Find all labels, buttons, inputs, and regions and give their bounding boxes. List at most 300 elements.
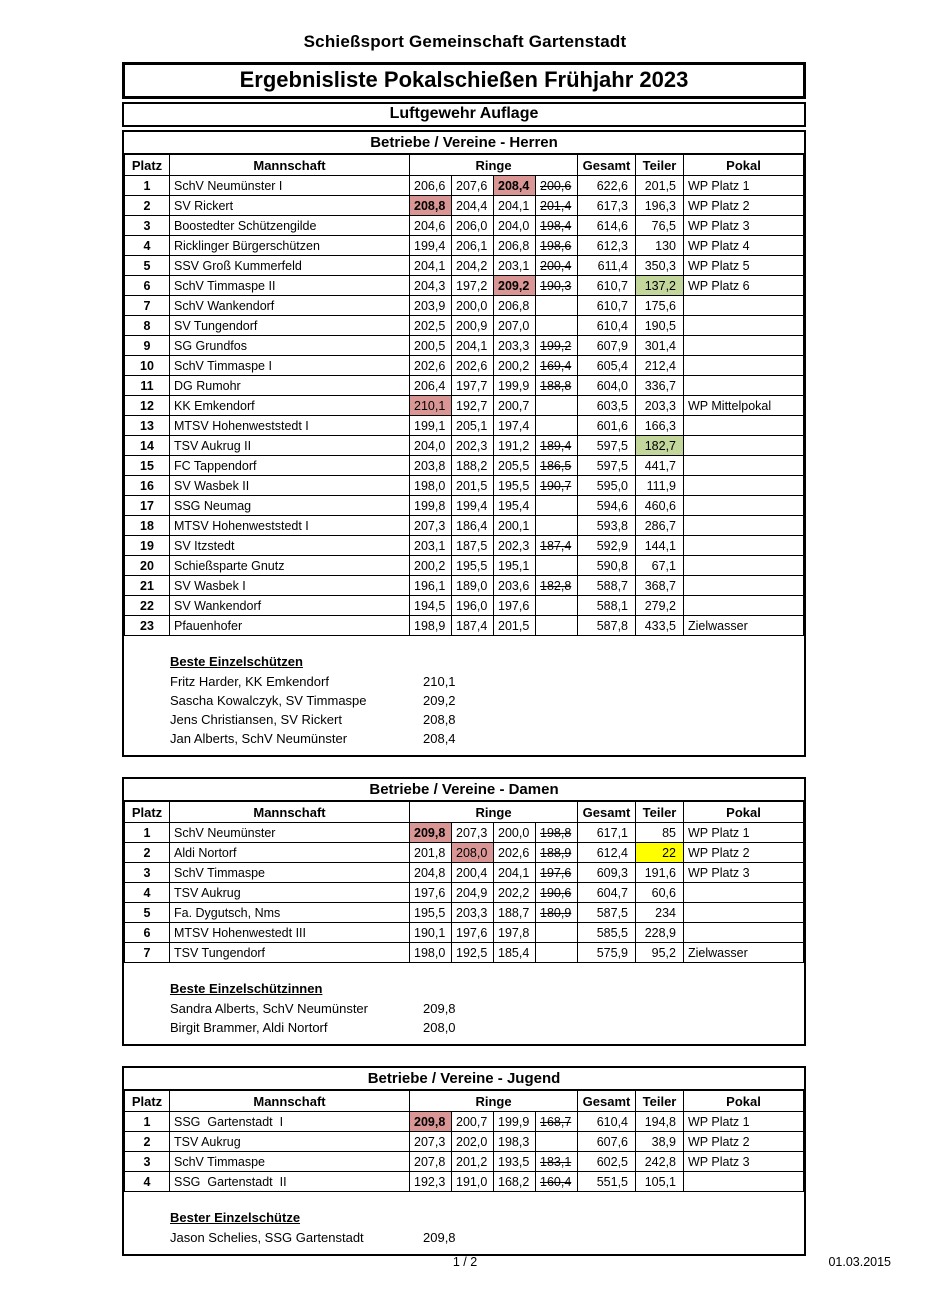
pokal-cell — [684, 436, 804, 456]
section-header-title: Betriebe / Vereine - Herren — [125, 132, 804, 154]
best-shooter-score: 210,1 — [423, 674, 456, 689]
ringe-cell: 204,9 — [452, 883, 494, 903]
teiler-cell: 194,8 — [636, 1112, 684, 1132]
table-row — [125, 823, 804, 843]
ringe-cell: 198,0 — [410, 943, 452, 963]
gesamt-cell: 602,5 — [578, 1152, 636, 1172]
best-shooters-title: Beste Einzelschützinnen — [170, 981, 323, 996]
ringe-cell: 200,5 — [410, 336, 452, 356]
teiler-cell: 196,3 — [636, 196, 684, 216]
table-row — [125, 536, 804, 556]
ringe-cell: 195,5 — [410, 903, 452, 923]
pokal-cell — [684, 496, 804, 516]
column-header-row — [125, 154, 804, 176]
ringe-cell: 201,8 — [410, 843, 452, 863]
teiler-cell: 22 — [636, 843, 684, 863]
section-header-row — [125, 1068, 804, 1090]
ringe-cell: 209,8 — [410, 823, 452, 843]
ringe-cell — [536, 416, 578, 436]
gesamt-cell: 587,5 — [578, 903, 636, 923]
col-header-teiler: Teiler — [636, 1090, 684, 1112]
pokal-cell — [684, 416, 804, 436]
mannschaft-cell: MTSV Hohenwestedt III — [170, 923, 410, 943]
ringe-cell: 196,0 — [452, 596, 494, 616]
gesamt-cell: 588,1 — [578, 596, 636, 616]
table-row — [125, 1112, 804, 1132]
gesamt-cell: 605,4 — [578, 356, 636, 376]
ringe-cell: 201,2 — [452, 1152, 494, 1172]
section-header-title: Betriebe / Vereine - Damen — [125, 779, 804, 801]
section-header-title: Betriebe / Vereine - Jugend — [125, 1068, 804, 1090]
table-row — [125, 576, 804, 596]
ringe-cell: 207,3 — [410, 1132, 452, 1152]
teiler-cell: 38,9 — [636, 1132, 684, 1152]
ringe-cell: 199,4 — [410, 236, 452, 256]
ringe-cell: 195,5 — [452, 556, 494, 576]
platz-cell: 2 — [125, 1132, 170, 1152]
platz-cell: 20 — [125, 556, 170, 576]
ringe-cell: 207,0 — [494, 316, 536, 336]
best-shooters-title: Bester Einzelschütze — [170, 1210, 301, 1225]
ringe-cell: 206,4 — [410, 376, 452, 396]
ringe-cell: 200,2 — [410, 556, 452, 576]
gesamt-cell: 612,4 — [578, 843, 636, 863]
ringe-cell: 200,4 — [452, 863, 494, 883]
ringe-cell: 199,9 — [494, 376, 536, 396]
best-shooters-herren — [170, 652, 804, 748]
mannschaft-cell: SchV Wankendorf — [170, 296, 410, 316]
table-row — [125, 1172, 804, 1192]
section-damen — [122, 777, 806, 1046]
gesamt-cell: 610,4 — [578, 1112, 636, 1132]
ringe-cell: 187,4 — [452, 616, 494, 636]
ringe-cell: 202,2 — [494, 883, 536, 903]
teiler-cell: 137,2 — [636, 276, 684, 296]
mannschaft-cell: SchV Timmaspe — [170, 863, 410, 883]
platz-cell: 2 — [125, 196, 170, 216]
teiler-cell: 105,1 — [636, 1172, 684, 1192]
gesamt-cell: 610,7 — [578, 296, 636, 316]
table-row — [125, 456, 804, 476]
table-row — [125, 923, 804, 943]
gesamt-cell: 610,4 — [578, 316, 636, 336]
pokal-cell — [684, 356, 804, 376]
table-row — [125, 396, 804, 416]
ringe-cell: 207,3 — [452, 823, 494, 843]
ringe-cell: 200,6 — [536, 176, 578, 196]
pokal-cell: WP Platz 2 — [684, 1132, 804, 1152]
best-shooter-score: 208,0 — [423, 1020, 456, 1035]
teiler-cell: 182,7 — [636, 436, 684, 456]
mannschaft-cell: KK Emkendorf — [170, 396, 410, 416]
ringe-cell: 207,6 — [452, 176, 494, 196]
ringe-cell: 197,6 — [410, 883, 452, 903]
ringe-cell: 190,6 — [536, 883, 578, 903]
ringe-cell — [536, 943, 578, 963]
ringe-cell: 203,1 — [410, 536, 452, 556]
gesamt-cell: 601,6 — [578, 416, 636, 436]
ringe-cell: 200,7 — [452, 1112, 494, 1132]
pokal-cell: WP Platz 3 — [684, 1152, 804, 1172]
table-row — [125, 556, 804, 576]
best-shooter-name: Sascha Kowalczyk, SV Timmaspe — [170, 693, 367, 708]
document-title: Schießsport Gemeinschaft Gartenstadt — [303, 32, 627, 51]
table-row — [125, 376, 804, 396]
platz-cell: 16 — [125, 476, 170, 496]
ringe-cell: 197,7 — [452, 376, 494, 396]
best-shooter-score: 209,8 — [423, 1230, 456, 1245]
ringe-cell: 186,4 — [452, 516, 494, 536]
gesamt-cell: 604,0 — [578, 376, 636, 396]
gesamt-cell: 575,9 — [578, 943, 636, 963]
mannschaft-cell: TSV Tungendorf — [170, 943, 410, 963]
mannschaft-cell: SSG Gartenstadt I — [170, 1112, 410, 1132]
page-footer — [0, 1255, 930, 1275]
mannschaft-cell: SchV Timmaspe I — [170, 356, 410, 376]
pokal-cell: WP Platz 5 — [684, 256, 804, 276]
pokal-cell: WP Platz 4 — [684, 236, 804, 256]
ringe-cell: 199,9 — [494, 1112, 536, 1132]
ringe-cell — [536, 596, 578, 616]
table-row — [125, 903, 804, 923]
mannschaft-cell: SSV Groß Kummerfeld — [170, 256, 410, 276]
ringe-cell: 193,5 — [494, 1152, 536, 1172]
teiler-cell: 201,5 — [636, 176, 684, 196]
table-row — [125, 596, 804, 616]
mannschaft-cell: Ricklinger Bürgerschützen — [170, 236, 410, 256]
pokal-cell — [684, 536, 804, 556]
ringe-cell: 203,8 — [410, 456, 452, 476]
best-shooter-entry — [170, 672, 804, 691]
ringe-cell: 191,2 — [494, 436, 536, 456]
ringe-cell: 204,1 — [494, 196, 536, 216]
table-row — [125, 216, 804, 236]
platz-cell: 1 — [125, 176, 170, 196]
teiler-cell: 111,9 — [636, 476, 684, 496]
col-header-platz: Platz — [125, 1090, 170, 1112]
platz-cell: 5 — [125, 903, 170, 923]
mannschaft-cell: Schießsparte Gnutz — [170, 556, 410, 576]
best-shooter-score: 209,8 — [423, 1001, 456, 1016]
ringe-cell: 202,3 — [452, 436, 494, 456]
pokal-cell — [684, 456, 804, 476]
teiler-cell: 228,9 — [636, 923, 684, 943]
platz-cell: 3 — [125, 863, 170, 883]
platz-cell: 4 — [125, 883, 170, 903]
pokal-cell — [684, 476, 804, 496]
ringe-cell — [536, 923, 578, 943]
col-header-gesamt: Gesamt — [578, 1090, 636, 1112]
platz-cell: 22 — [125, 596, 170, 616]
ringe-cell: 207,3 — [410, 516, 452, 536]
results-table-herren — [124, 132, 804, 636]
platz-cell: 14 — [125, 436, 170, 456]
table-row — [125, 1132, 804, 1152]
ringe-cell — [536, 396, 578, 416]
main-title: Ergebnisliste Pokalschießen Frühjahr 2023 — [122, 62, 806, 99]
ringe-cell: 206,1 — [452, 236, 494, 256]
ringe-cell: 169,4 — [536, 356, 578, 376]
teiler-cell: 85 — [636, 823, 684, 843]
platz-cell: 7 — [125, 943, 170, 963]
mannschaft-cell: SV Rickert — [170, 196, 410, 216]
col-header-pokal: Pokal — [684, 154, 804, 176]
table-row — [125, 1152, 804, 1172]
teiler-cell: 67,1 — [636, 556, 684, 576]
mannschaft-cell: SSG Neumag — [170, 496, 410, 516]
best-shooter-score: 209,2 — [423, 693, 456, 708]
ringe-cell: 197,6 — [536, 863, 578, 883]
ringe-cell: 199,4 — [452, 496, 494, 516]
gesamt-cell: 604,7 — [578, 883, 636, 903]
table-row — [125, 476, 804, 496]
platz-cell: 13 — [125, 416, 170, 436]
ringe-cell: 208,0 — [452, 843, 494, 863]
ringe-cell: 206,6 — [410, 176, 452, 196]
column-header-row — [125, 1090, 804, 1112]
teiler-cell: 212,4 — [636, 356, 684, 376]
ringe-cell: 208,8 — [410, 196, 452, 216]
table-row — [125, 943, 804, 963]
col-header-teiler: Teiler — [636, 801, 684, 823]
mannschaft-cell: Aldi Nortorf — [170, 843, 410, 863]
section-jugend — [122, 1066, 806, 1256]
pokal-cell: WP Platz 3 — [684, 216, 804, 236]
ringe-cell — [536, 296, 578, 316]
platz-cell: 8 — [125, 316, 170, 336]
ringe-cell: 200,9 — [452, 316, 494, 336]
best-shooters-title: Beste Einzelschützen — [170, 654, 303, 669]
table-row — [125, 236, 804, 256]
ringe-cell: 188,9 — [536, 843, 578, 863]
col-header-gesamt: Gesamt — [578, 801, 636, 823]
mannschaft-cell: SchV Neumünster — [170, 823, 410, 843]
best-shooters-damen — [170, 979, 804, 1037]
ringe-cell: 200,0 — [452, 296, 494, 316]
ringe-cell — [536, 496, 578, 516]
ringe-cell: 204,3 — [410, 276, 452, 296]
ringe-cell: 202,3 — [494, 536, 536, 556]
section-header-row — [125, 132, 804, 154]
results-table-damen — [124, 779, 804, 963]
teiler-cell: 95,2 — [636, 943, 684, 963]
col-header-ringe: Ringe — [410, 801, 578, 823]
platz-cell: 17 — [125, 496, 170, 516]
teiler-cell: 144,1 — [636, 536, 684, 556]
ringe-cell: 195,4 — [494, 496, 536, 516]
ringe-cell: 182,8 — [536, 576, 578, 596]
mannschaft-cell: Boostedter Schützengilde — [170, 216, 410, 236]
ringe-cell — [536, 616, 578, 636]
platz-cell: 19 — [125, 536, 170, 556]
teiler-cell: 336,7 — [636, 376, 684, 396]
platz-cell: 6 — [125, 923, 170, 943]
mannschaft-cell: TSV Aukrug — [170, 1132, 410, 1152]
gesamt-cell: 617,3 — [578, 196, 636, 216]
table-row — [125, 863, 804, 883]
sections-container — [122, 130, 806, 1256]
teiler-cell: 130 — [636, 236, 684, 256]
mannschaft-cell: SV Wasbek II — [170, 476, 410, 496]
ringe-cell — [536, 316, 578, 336]
ringe-cell: 185,4 — [494, 943, 536, 963]
pokal-cell — [684, 903, 804, 923]
table-row — [125, 416, 804, 436]
gesamt-cell: 595,0 — [578, 476, 636, 496]
teiler-cell: 242,8 — [636, 1152, 684, 1172]
gesamt-cell: 609,3 — [578, 863, 636, 883]
mannschaft-cell: SG Grundfos — [170, 336, 410, 356]
platz-cell: 5 — [125, 256, 170, 276]
best-shooter-entry — [170, 691, 804, 710]
gesamt-cell: 594,6 — [578, 496, 636, 516]
gesamt-cell: 590,8 — [578, 556, 636, 576]
teiler-cell: 234 — [636, 903, 684, 923]
ringe-cell: 197,8 — [494, 923, 536, 943]
ringe-cell: 204,0 — [494, 216, 536, 236]
ringe-cell: 201,4 — [536, 196, 578, 216]
ringe-cell: 196,1 — [410, 576, 452, 596]
results-table-jugend — [124, 1068, 804, 1192]
ringe-cell: 203,3 — [494, 336, 536, 356]
pokal-cell — [684, 336, 804, 356]
pokal-cell: WP Platz 2 — [684, 843, 804, 863]
gesamt-cell: 611,4 — [578, 256, 636, 276]
ringe-cell: 208,4 — [494, 176, 536, 196]
table-row — [125, 883, 804, 903]
platz-cell: 12 — [125, 396, 170, 416]
ringe-cell: 197,6 — [494, 596, 536, 616]
ringe-cell: 203,3 — [452, 903, 494, 923]
ringe-cell: 200,2 — [494, 356, 536, 376]
ringe-cell: 189,0 — [452, 576, 494, 596]
pokal-cell: WP Platz 1 — [684, 176, 804, 196]
teiler-cell: 60,6 — [636, 883, 684, 903]
table-row — [125, 256, 804, 276]
ringe-cell: 204,8 — [410, 863, 452, 883]
platz-cell: 3 — [125, 1152, 170, 1172]
gesamt-cell: 597,5 — [578, 456, 636, 476]
ringe-cell: 197,6 — [452, 923, 494, 943]
ringe-cell: 202,5 — [410, 316, 452, 336]
ringe-cell: 187,5 — [452, 536, 494, 556]
ringe-cell: 199,1 — [410, 416, 452, 436]
ringe-cell: 187,4 — [536, 536, 578, 556]
teiler-cell: 433,5 — [636, 616, 684, 636]
mannschaft-cell: Fa. Dygutsch, Nms — [170, 903, 410, 923]
ringe-cell: 204,1 — [494, 863, 536, 883]
ringe-cell: 183,1 — [536, 1152, 578, 1172]
col-header-gesamt: Gesamt — [578, 154, 636, 176]
platz-cell: 21 — [125, 576, 170, 596]
col-header-mannschaft: Mannschaft — [170, 1090, 410, 1112]
ringe-cell: 160,4 — [536, 1172, 578, 1192]
mannschaft-cell: TSV Aukrug II — [170, 436, 410, 456]
ringe-cell: 200,1 — [494, 516, 536, 536]
gesamt-cell: 617,1 — [578, 823, 636, 843]
teiler-cell: 279,2 — [636, 596, 684, 616]
teiler-cell: 191,6 — [636, 863, 684, 883]
ringe-cell: 201,5 — [494, 616, 536, 636]
best-shooter-entry — [170, 710, 804, 729]
pokal-cell: Zielwasser — [684, 616, 804, 636]
table-row — [125, 843, 804, 863]
ringe-cell: 202,6 — [410, 356, 452, 376]
col-header-pokal: Pokal — [684, 1090, 804, 1112]
platz-cell: 10 — [125, 356, 170, 376]
ringe-cell: 190,1 — [410, 923, 452, 943]
platz-cell: 6 — [125, 276, 170, 296]
mannschaft-cell: SV Itzstedt — [170, 536, 410, 556]
ringe-cell: 198,9 — [410, 616, 452, 636]
ringe-cell: 194,5 — [410, 596, 452, 616]
teiler-cell: 76,5 — [636, 216, 684, 236]
teiler-cell: 460,6 — [636, 496, 684, 516]
pokal-cell — [684, 556, 804, 576]
platz-cell: 15 — [125, 456, 170, 476]
gesamt-cell: 612,3 — [578, 236, 636, 256]
ringe-cell: 204,2 — [452, 256, 494, 276]
table-row — [125, 616, 804, 636]
ringe-cell: 209,8 — [410, 1112, 452, 1132]
ringe-cell: 204,6 — [410, 216, 452, 236]
col-header-platz: Platz — [125, 801, 170, 823]
platz-cell: 9 — [125, 336, 170, 356]
ringe-cell: 209,2 — [494, 276, 536, 296]
teiler-cell: 190,5 — [636, 316, 684, 336]
ringe-cell: 190,7 — [536, 476, 578, 496]
platz-cell: 4 — [125, 236, 170, 256]
mannschaft-cell: FC Tappendorf — [170, 456, 410, 476]
ringe-cell: 192,5 — [452, 943, 494, 963]
ringe-cell — [536, 1132, 578, 1152]
ringe-cell: 206,0 — [452, 216, 494, 236]
table-row — [125, 276, 804, 296]
pokal-cell — [684, 596, 804, 616]
col-header-ringe: Ringe — [410, 1090, 578, 1112]
pokal-cell: WP Platz 6 — [684, 276, 804, 296]
mannschaft-cell: SSG Gartenstadt II — [170, 1172, 410, 1192]
teiler-cell: 175,6 — [636, 296, 684, 316]
teiler-cell: 301,4 — [636, 336, 684, 356]
best-shooter-name: Sandra Alberts, SchV Neumünster — [170, 1001, 368, 1016]
ringe-cell: 195,5 — [494, 476, 536, 496]
ringe-cell: 188,8 — [536, 376, 578, 396]
platz-cell: 1 — [125, 823, 170, 843]
ringe-cell: 203,1 — [494, 256, 536, 276]
mannschaft-cell: SchV Timmaspe — [170, 1152, 410, 1172]
section-header-row — [125, 779, 804, 801]
teiler-cell: 441,7 — [636, 456, 684, 476]
ringe-cell: 197,4 — [494, 416, 536, 436]
platz-cell: 23 — [125, 616, 170, 636]
mannschaft-cell: SV Wankendorf — [170, 596, 410, 616]
ringe-cell: 186,5 — [536, 456, 578, 476]
best-shooter-name: Birgit Brammer, Aldi Nortorf — [170, 1020, 328, 1035]
platz-cell: 1 — [125, 1112, 170, 1132]
pokal-cell — [684, 516, 804, 536]
ringe-cell: 199,2 — [536, 336, 578, 356]
ringe-cell: 198,3 — [494, 1132, 536, 1152]
col-header-mannschaft: Mannschaft — [170, 154, 410, 176]
gesamt-cell: 588,7 — [578, 576, 636, 596]
gesamt-cell: 551,5 — [578, 1172, 636, 1192]
col-header-ringe: Ringe — [410, 154, 578, 176]
ringe-cell — [536, 516, 578, 536]
table-row — [125, 516, 804, 536]
gesamt-cell: 592,9 — [578, 536, 636, 556]
teiler-cell: 166,3 — [636, 416, 684, 436]
